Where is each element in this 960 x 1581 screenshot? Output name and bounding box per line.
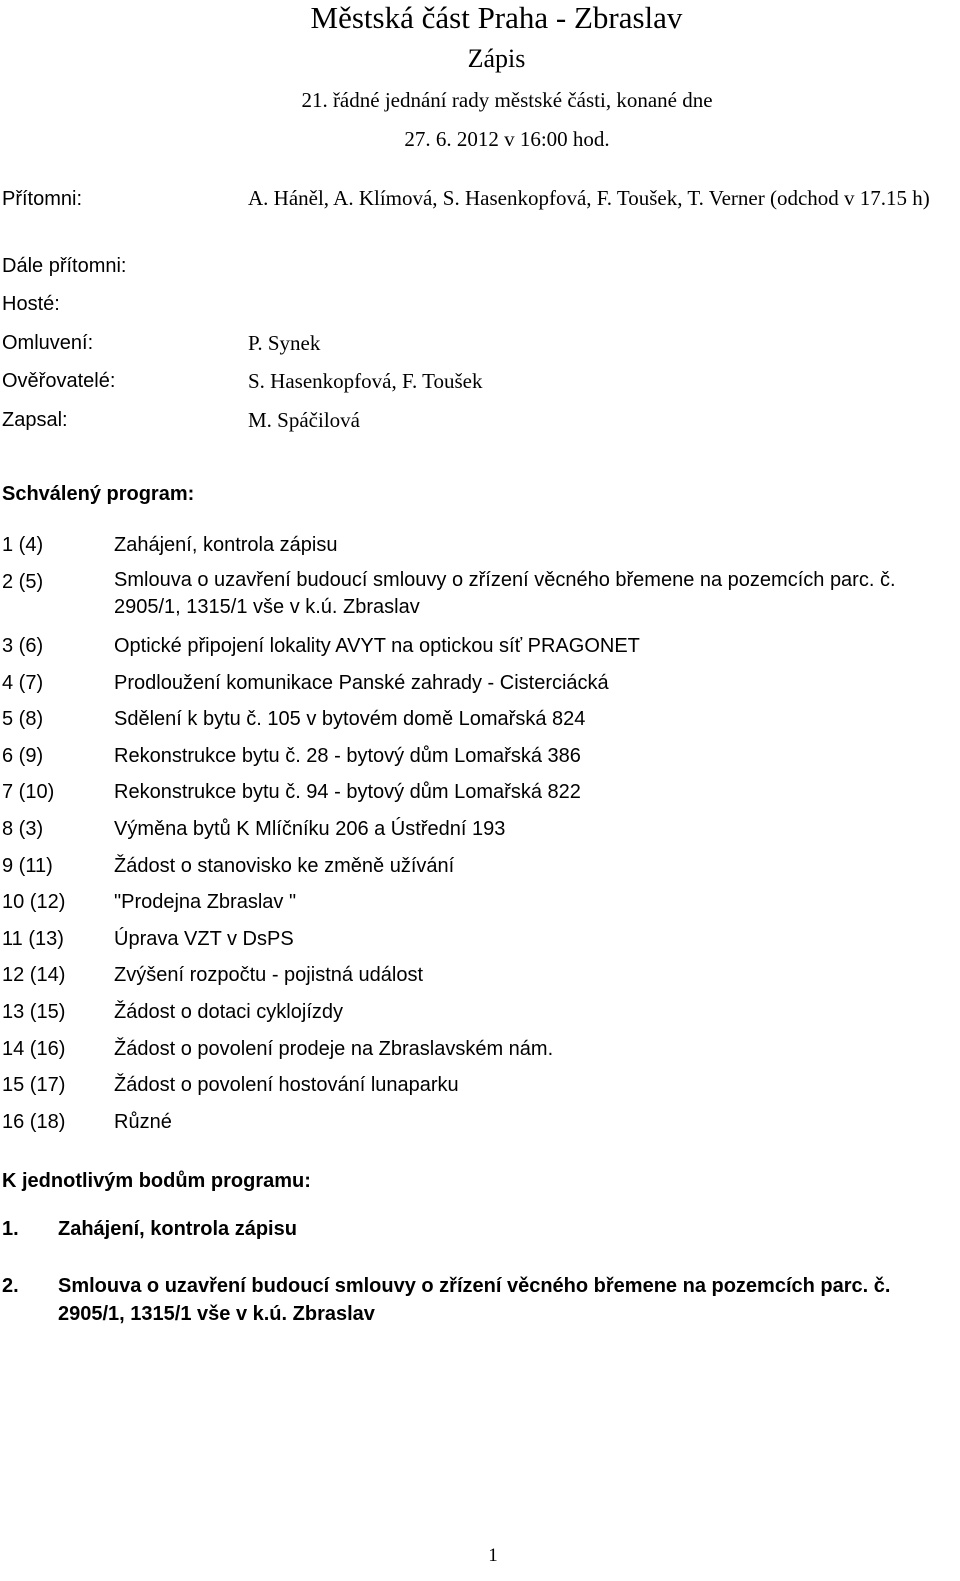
program-item-text: Žádost o povolení prodeje na Zbraslavském nám. bbox=[114, 1038, 554, 1060]
program-item-number: 2 (5) bbox=[2, 571, 44, 593]
program-item-text: "Prodejna Zbraslav " bbox=[114, 891, 297, 913]
program-item-text: Různé bbox=[114, 1111, 172, 1133]
program-item-text: Rekonstrukce bytu č. 94 - bytový dům Lomařská 822 bbox=[114, 781, 581, 803]
meeting-description: 21. řádné jednání rady městské části, konané dne bbox=[301, 88, 713, 112]
program-item-number: 1 (4) bbox=[2, 534, 44, 556]
document-type: Zápis bbox=[467, 44, 526, 73]
program-item-number: 8 (3) bbox=[2, 818, 44, 840]
program-item-text: Prodloužení komunikace Panské zahrady - Cisterciácká bbox=[114, 672, 609, 694]
program-item-number: 16 (18) bbox=[2, 1111, 66, 1133]
program-item-number: 15 (17) bbox=[2, 1074, 66, 1096]
point-number: 2. bbox=[2, 1275, 19, 1297]
program-title: Schválený program: bbox=[2, 483, 195, 505]
program-item-text: Rekonstrukce bytu č. 28 - bytový dům Lomařská 386 bbox=[114, 745, 581, 767]
program-item-text: Žádost o dotaci cyklojízdy bbox=[114, 1001, 343, 1023]
verifiers-label: Ověřovatelé: bbox=[2, 370, 116, 392]
program-item-number: 10 (12) bbox=[2, 891, 66, 913]
also-present-label: Dále přítomni: bbox=[2, 255, 127, 277]
program-item-number: 12 (14) bbox=[2, 964, 66, 986]
program-item-text: Zvýšení rozpočtu - pojistná událost bbox=[114, 964, 424, 986]
program-item-text: Sdělení k bytu č. 105 v bytovém domě Lomařská 824 bbox=[114, 708, 586, 730]
program-item-number: 6 (9) bbox=[2, 745, 44, 767]
program-item-number: 3 (6) bbox=[2, 635, 44, 657]
point-heading: Smlouva o uzavření budoucí smlouvy o zřízení věcného břemene na pozemcích parc. č. 2905/1, 1315/1 vše v k.ú. Zbraslav bbox=[58, 1275, 891, 1325]
present-label: Přítomni: bbox=[2, 188, 83, 210]
municipality-title: Městská část Praha - Zbraslav bbox=[310, 0, 683, 35]
program-item-number: 11 (13) bbox=[2, 928, 64, 950]
points-title: K jednotlivým bodům programu: bbox=[2, 1170, 311, 1192]
excused-value: P. Synek bbox=[248, 331, 321, 355]
program-item-text: Žádost o stanovisko ke změně užívání bbox=[114, 855, 455, 877]
meeting-datetime: 27. 6. 2012 v 16:00 hod. bbox=[404, 127, 610, 151]
program-item-number: 5 (8) bbox=[2, 708, 44, 730]
excused-label: Omluvení: bbox=[2, 332, 94, 354]
present-value: A. Háněl, A. Klímová, S. Hasenkopfová, F. Toušek, T. Verner (odchod v 17.15 h) bbox=[248, 186, 930, 210]
program-item-text: Optické připojení lokality AVYT na optickou síť PRAGONET bbox=[114, 635, 640, 657]
program-item-text: Smlouva o uzavření budoucí smlouvy o zřízení věcného břemene na pozemcích parc. č. 2905/1, 1315/1 vše v k.ú. Zbraslav bbox=[114, 569, 896, 618]
verifiers-value: S. Hasenkopfová, F. Toušek bbox=[248, 369, 483, 393]
program-item-text: Žádost o povolení hostování lunaparku bbox=[114, 1074, 459, 1096]
program-item-number: 7 (10) bbox=[2, 781, 55, 803]
program-item-text: Úprava VZT v DsPS bbox=[114, 928, 294, 950]
program-item-number: 14 (16) bbox=[2, 1038, 66, 1060]
program-item-text: Výměna bytů K Mlíčníku 206 a Ústřední 193 bbox=[114, 818, 506, 840]
program-item-number: 9 (11) bbox=[2, 855, 53, 877]
point-heading: Zahájení, kontrola zápisu bbox=[58, 1218, 297, 1240]
program-item-number: 4 (7) bbox=[2, 672, 44, 694]
program-item-number: 13 (15) bbox=[2, 1001, 66, 1023]
guests-label: Hosté: bbox=[2, 293, 60, 315]
point-number: 1. bbox=[2, 1218, 19, 1240]
program-item-text: Zahájení, kontrola zápisu bbox=[114, 534, 338, 556]
recorder-value: M. Spáčilová bbox=[248, 408, 360, 432]
recorder-label: Zapsal: bbox=[2, 409, 68, 431]
page-number: 1 bbox=[488, 1545, 498, 1566]
